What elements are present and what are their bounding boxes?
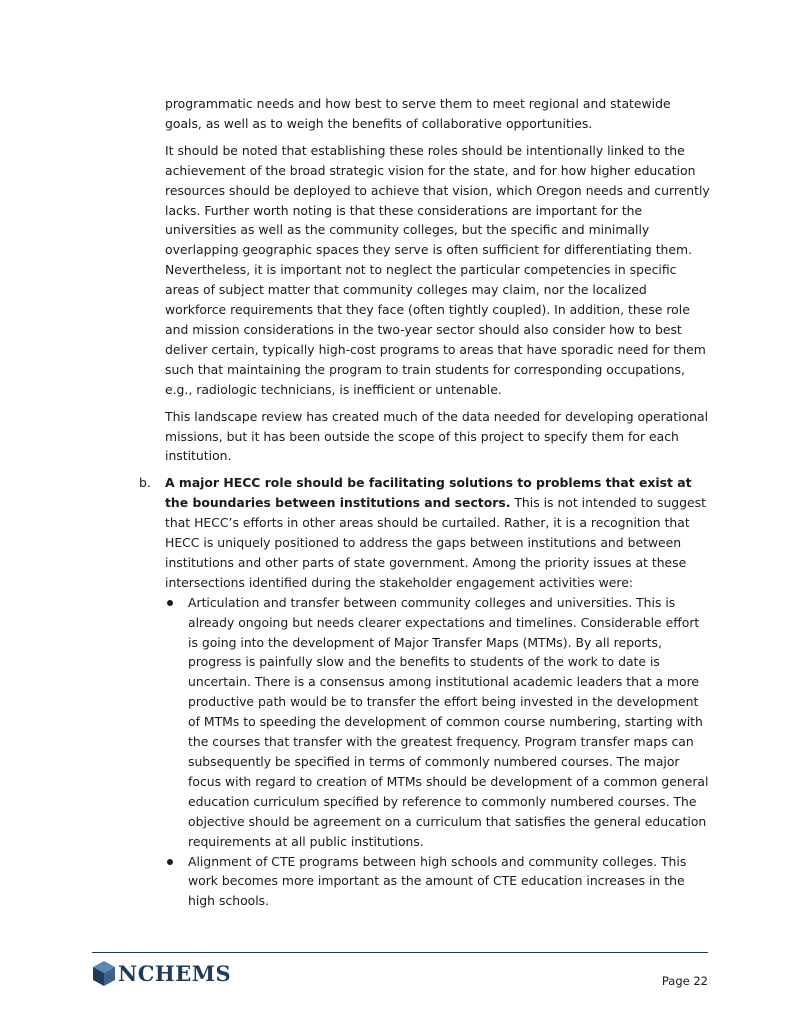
- bullet-icon: [167, 859, 173, 865]
- item-b-text: [165, 473, 710, 592]
- item-b-body: This is not intended to suggest that HECC’s efforts in other areas should be curtailed. Rather, it is a recognition that HECC is uniquely positioned to address the gaps between institutions and between institutions and other parts of state government. Among the priority issues at these intersections identified during the stakeholder engagement activities were:: [165, 495, 706, 590]
- page-number: Page 22: [661, 974, 708, 988]
- bullet-item: [165, 593, 710, 852]
- bullet-text: Articulation and transfer between community colleges and universities. This is already ongoing but needs clearer expectations and timelines. Considerable effort is going into the development of Major Transfer Maps (MTMs). By all reports, progress is painfully slow and the benefits to students of the work to date is uncertain. There is a consensus among institutional academic leaders that a more productive path would be to transfer the effort being invested in the development of MTMs to speeding the development of common course numbering, starting with the courses that transfer with the greatest frequency. Program transfer maps can subsequently be specified in terms of commonly numbered courses. The major focus with regard to creation of MTMs should be development of a common general education curriculum specified by reference to commonly numbered courses. The objective should be agreement on a curriculum that satisfies the general education requirements at all public institutions.: [188, 594, 709, 849]
- item-b-heading: A major HECC role should be facilitating solutions to problems that exist at the boundaries between institutions and sectors.: [165, 475, 692, 511]
- list-marker-b: b.: [139, 475, 151, 491]
- nchems-logo: [92, 958, 231, 988]
- paragraph-2: It should be noted that establishing these roles should be intentionally linked to the achievement of the broad strategic vision for the state, and for how higher education resources should be deployed to achieve that vision, which Oregon needs and currently lacks. Further worth noting is that these considerations are important for the universities as well as the community colleges, but the specific and minimally overlapping geographic spaces they serve is often sufficient for differentiating them. Nevertheless, it is important not to neglect the particular competencies in specific areas of subject matter that community colleges may claim, nor the localized workforce requirements that they face (often tightly coupled). In addition, these role and mission considerations in the two-year sector should also consider how to best deliver certain, typically high-cost programs to areas that have sporadic need for them such that maintaining the program to train students for corresponding occupations, e.g., radiologic technicians, is inefficient or untenable.: [165, 142, 710, 397]
- list-item-b: [139, 473, 710, 911]
- logo-text: NCHEMS: [118, 960, 232, 986]
- bullet-icon: [167, 600, 173, 606]
- cube-logo-icon: [92, 960, 116, 987]
- bullet-text: Alignment of CTE programs between high schools and community colleges. This work becomes more important as the amount of CTE education increases in the high schools.: [188, 853, 687, 909]
- body-content: [139, 94, 710, 911]
- footer-divider: [92, 952, 708, 953]
- bullet-list: [165, 593, 710, 912]
- paragraph-3: This landscape review has created much of the data needed for developing operational missions, but it has been outside the scope of this project to specify them for each institution.: [165, 408, 709, 464]
- bullet-item: [165, 852, 710, 912]
- paragraph-1: programmatic needs and how best to serve them to meet regional and statewide goals, as well as to weigh the benefits of collaborative opportunities.: [165, 96, 671, 131]
